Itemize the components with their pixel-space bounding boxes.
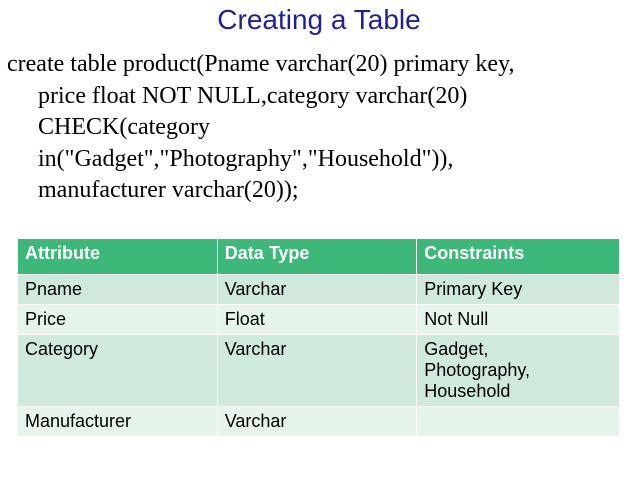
sql-line: price float NOT NULL,category varchar(20) (38, 82, 468, 109)
cell-constraints: Primary Key (417, 275, 620, 305)
table-row (18, 335, 620, 407)
cell-attribute: Manufacturer (18, 407, 218, 437)
cell-constraints: Not Null (417, 305, 620, 335)
attributes-table (17, 238, 620, 437)
cell-attribute: Category (18, 335, 218, 407)
sql-line: create table product(Pname varchar(20) primary key, (7, 51, 515, 77)
header-constraints: Constraints (417, 239, 620, 275)
table-row (18, 275, 620, 305)
cell-data-type: Varchar (217, 335, 417, 407)
table-header-row (18, 239, 620, 275)
sql-statement (7, 49, 632, 207)
header-data-type: Data Type (217, 239, 417, 275)
cell-constraints: Gadget, Photography, Household (417, 335, 620, 407)
cell-data-type: Varchar (217, 407, 417, 437)
sql-line: CHECK(category (38, 114, 210, 140)
sql-line: manufacturer varchar(20)); (38, 177, 299, 203)
cell-attribute: Price (18, 305, 218, 335)
header-attribute: Attribute (18, 239, 218, 275)
table-row (18, 305, 620, 335)
cell-attribute: Pname (18, 275, 218, 305)
cell-data-type: Varchar (217, 275, 417, 305)
cell-constraints (417, 407, 620, 437)
cell-data-type: Float (217, 305, 417, 335)
table-row (18, 407, 620, 437)
sql-line: in("Gadget","Photography","Household")), (38, 145, 454, 172)
slide-title: Creating a Table (217, 4, 421, 35)
